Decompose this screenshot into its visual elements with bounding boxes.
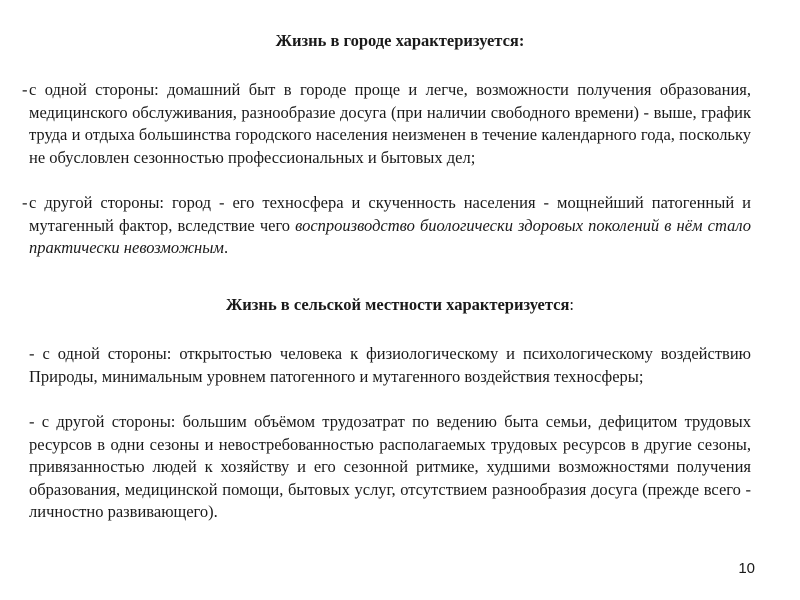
rural-heading-colon: : — [569, 295, 574, 314]
city-point-1-text: с одной стороны: домашний быт в городе проще и легче, возможности получения образования, медицинского обслуживания, разнообразие досуга (при наличии свободного времени) - выше, график труда и отдыха большинства городского населения неизменен в течение календарного года, поскольку не обусловлен сезонностью профессиональных и бытовых дел; — [29, 80, 751, 167]
city-point-1-dash: - — [22, 80, 28, 99]
page-number: 10 — [738, 560, 755, 577]
city-point-2-text: с другой стороны: город - его техносфера и скученность населения - мощнейший патогенный и мутагенный фактор, вследствие чего — [29, 193, 751, 235]
rural-heading — [0, 295, 800, 315]
rural-heading-text: Жизнь в сельской местности характеризуется — [225, 295, 570, 314]
rural-point-2: - с другой стороны: большим объёмом трудозатрат по ведению быта семьи, дефицитом трудовых ресурсов в одни сезоны и невостребованностью располагаемых трудовых ресурсов в другие сезоны, привязанностью людей к хозяйству и его сезонной ритмике, худшими возможностями получения образования, медицинской помощи, бытовых услуг, отсутствием разнообразия досуга (прежде всего - личностно развивающего). — [29, 412, 751, 521]
city-heading: Жизнь в городе характеризуется: — [275, 31, 525, 50]
city-point-1 — [22, 79, 751, 169]
rural-point-1: - с одной стороны: открытостью человека к физиологическому и психологическому воздействию Природы, минимальным уровнем патогенного и мутагенного воздействия техносферы; — [29, 344, 751, 386]
city-point-2-end: . — [223, 238, 229, 257]
city-point-2-emphasis: воспроизводство биологически здоровых поколений в нём стало практически невозможным — [29, 215, 751, 257]
city-point-2 — [22, 192, 751, 260]
city-point-2-dash: - — [22, 193, 28, 212]
